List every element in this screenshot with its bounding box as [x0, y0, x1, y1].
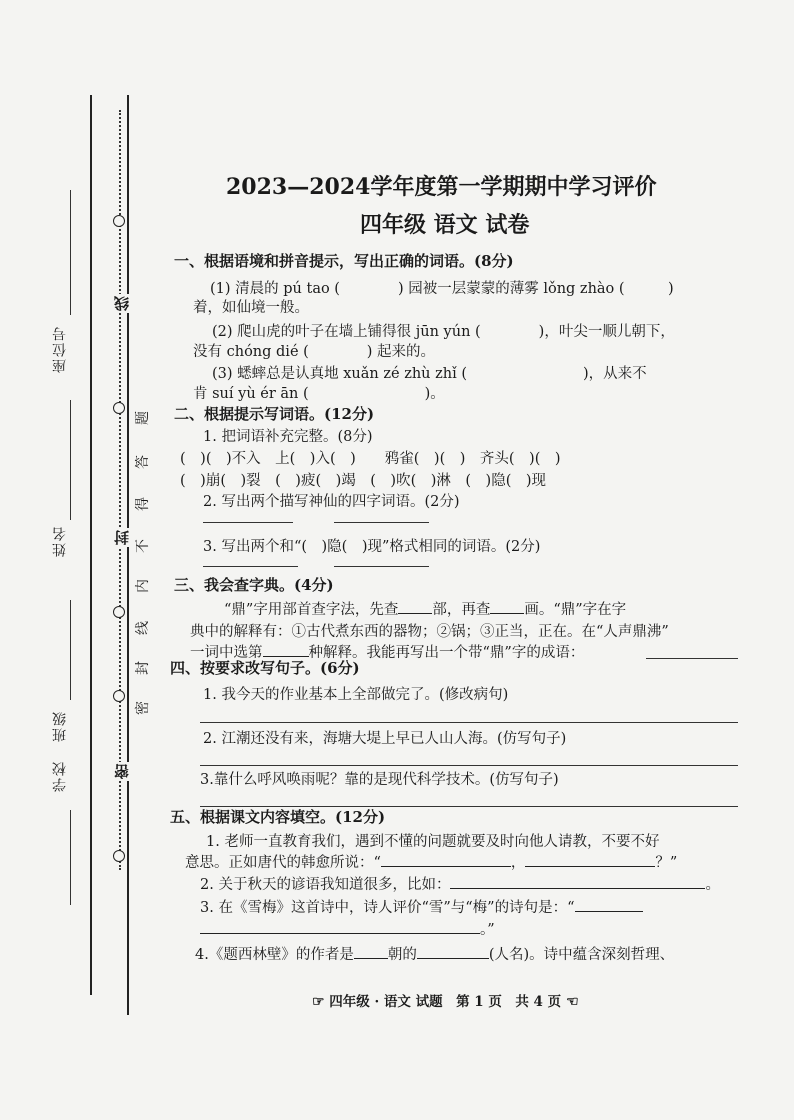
s5-q4	[195, 943, 674, 964]
s2-q2: 2. 写出两个描写神仙的四字词语。(2分)	[203, 494, 460, 510]
name-label: 姓名	[52, 525, 68, 557]
s5-text: 2. 关于秋天的谚语我知道很多，比如：	[200, 877, 451, 893]
footer-text: 四年级 · 语文 试题 第 1 页 共 4 页	[329, 994, 562, 1010]
blank-poem-1[interactable]	[575, 897, 643, 912]
warning-char: 答	[135, 455, 151, 469]
section-1-heading: 一、根据语境和拼音提示，写出正确的词语。(8分)	[174, 252, 514, 270]
margin-circle-3	[113, 606, 125, 618]
margin-circle-2	[113, 402, 125, 414]
s5-q3-line-2	[200, 918, 495, 939]
s3-text: 画。“鼎”字在字	[524, 602, 627, 618]
seat-number-label: 座位号	[52, 325, 68, 373]
s5-text: 意思。正如唐代的韩愈所说：“	[185, 855, 381, 871]
s3-text: 种解释。我能再写出一个带“鼎”字的成语：	[308, 645, 585, 661]
s5-text: 4.《题西林壁》的作者是	[195, 947, 354, 963]
answer-line[interactable]	[203, 566, 298, 567]
s1-line-4[interactable]: 没有 chóng dié ( ) 起来的。	[193, 344, 436, 360]
blank-proverb[interactable]	[450, 874, 705, 889]
s5-text: ？”	[655, 855, 678, 871]
page-footer	[312, 990, 578, 1010]
s5-text: (人名)。诗中蕴含深刻哲理、	[488, 947, 675, 963]
answer-line[interactable]	[646, 658, 738, 659]
margin-inner-line	[127, 95, 129, 1015]
answer-line[interactable]	[334, 522, 429, 523]
school-field[interactable]	[70, 810, 71, 905]
seat-number-field[interactable]	[70, 190, 71, 315]
s5-text: 朝的	[387, 947, 417, 963]
s5-q3-line-1	[200, 896, 643, 917]
s4-q1: 1. 我今天的作业基本上全部做完了。(修改病句)	[203, 687, 509, 703]
s3-text: 部，再查	[432, 602, 491, 618]
school-label: 学校	[52, 760, 68, 792]
margin-circle-1	[113, 215, 125, 227]
s1-line-6[interactable]: 肯 suí yù ér ān ( )。	[193, 386, 445, 402]
answer-line[interactable]	[203, 522, 293, 523]
margin-circle-4	[113, 690, 125, 702]
s3-text: “鼎”字用部首查字法，先查	[224, 602, 399, 618]
seal-xian: 线	[113, 296, 131, 311]
s5-text: 。	[705, 877, 720, 893]
blank-radical[interactable]	[398, 599, 432, 614]
warning-char: 得	[135, 497, 151, 511]
blank-choice[interactable]	[263, 642, 309, 657]
answer-line[interactable]	[200, 765, 738, 766]
exam-title: 2023—2024学年度第一学期期中学习评价	[226, 174, 657, 200]
warning-char: 内	[135, 579, 151, 593]
s4-q2: 2. 江潮还没有来，海塘大堤上早已人山人海。(仿写句子)	[203, 731, 567, 747]
name-field[interactable]	[70, 400, 71, 520]
s2-q3: 3. 写出两个和“( )隐( )现”格式相同的词语。(2分)	[203, 539, 541, 555]
s5-text: ，	[510, 855, 526, 871]
warning-char: 密	[135, 701, 151, 715]
exam-subtitle: 四年级 语文 试卷	[360, 212, 530, 238]
answer-line[interactable]	[334, 566, 429, 567]
blank-dynasty[interactable]	[354, 944, 388, 959]
s5-q1-line-1: 1. 老师一直教育我们，遇到不懂的问题就要及时向他人请教，不要不好	[206, 834, 660, 850]
seal-feng: 封	[113, 530, 131, 545]
s3-text: 一词中选第	[190, 645, 263, 661]
warning-char: 题	[135, 411, 151, 425]
section-5-heading: 五、根据课文内容填空。(12分)	[170, 808, 386, 826]
s1-line-1[interactable]: (1) 清晨的 pú tao ( ) 园被一层蒙蒙的薄雾 lǒng zhào ( )	[210, 281, 674, 297]
s3-line-1	[224, 598, 626, 619]
answer-line[interactable]	[200, 722, 738, 723]
s5-q1-line-2	[185, 851, 677, 872]
warning-char: 不	[135, 539, 151, 553]
s1-line-2: 着，如仙境一般。	[193, 300, 309, 316]
seal-mi: 密	[113, 764, 131, 779]
s5-text: 3. 在《雪梅》这首诗中，诗人评价“雪”与“梅”的诗句是：“	[200, 900, 575, 916]
blank-quote-1[interactable]	[381, 852, 511, 867]
section-4-heading: 四、按要求改写句子。(6分)	[170, 659, 360, 677]
blank-poem-2[interactable]	[200, 919, 480, 934]
s2-row-1[interactable]: ( )( )不入 上( )入( ) 鸦雀( )( ) 齐头( )( )	[180, 451, 561, 467]
margin-circle-5	[113, 850, 125, 862]
class-label: 班级	[52, 710, 68, 742]
s5-q2	[200, 873, 720, 894]
s5-text: 。”	[480, 922, 495, 938]
class-field[interactable]	[70, 600, 71, 700]
pointing-hand-icon: ☞	[565, 994, 579, 1010]
s4-q3: 3.靠什么呼风唤雨呢？靠的是现代科学技术。(仿写句子)	[200, 772, 559, 788]
warning-char: 线	[135, 621, 151, 635]
s1-line-3[interactable]: (2) 爬山虎的叶子在墙上铺得很 jūn yún ( )，叶尖一顺儿朝下，	[212, 324, 675, 340]
s1-line-5[interactable]: (3) 蟋蟀总是认真地 xuǎn zé zhù zhǐ ( )，从来不	[212, 366, 647, 382]
blank-author[interactable]	[417, 944, 489, 959]
s3-line-2: 典中的解释有：①古代煮东西的器物；②锅；③正当，正在。在“人声鼎沸”	[190, 624, 669, 640]
blank-strokes[interactable]	[490, 599, 524, 614]
s2-q1: 1. 把词语补充完整。(8分)	[203, 429, 373, 445]
section-3-heading: 三、我会查字典。(4分)	[174, 576, 334, 594]
warning-char: 封	[135, 661, 151, 675]
pointing-hand-icon: ☞	[312, 994, 325, 1010]
margin-outer-line	[90, 95, 92, 995]
s2-row-2[interactable]: ( )崩( )裂 ( )疲( )竭 ( )吹( )淋 ( )隐( )现	[180, 473, 547, 489]
section-2-heading: 二、根据提示写词语。(12分)	[174, 405, 375, 423]
blank-quote-2[interactable]	[525, 852, 655, 867]
